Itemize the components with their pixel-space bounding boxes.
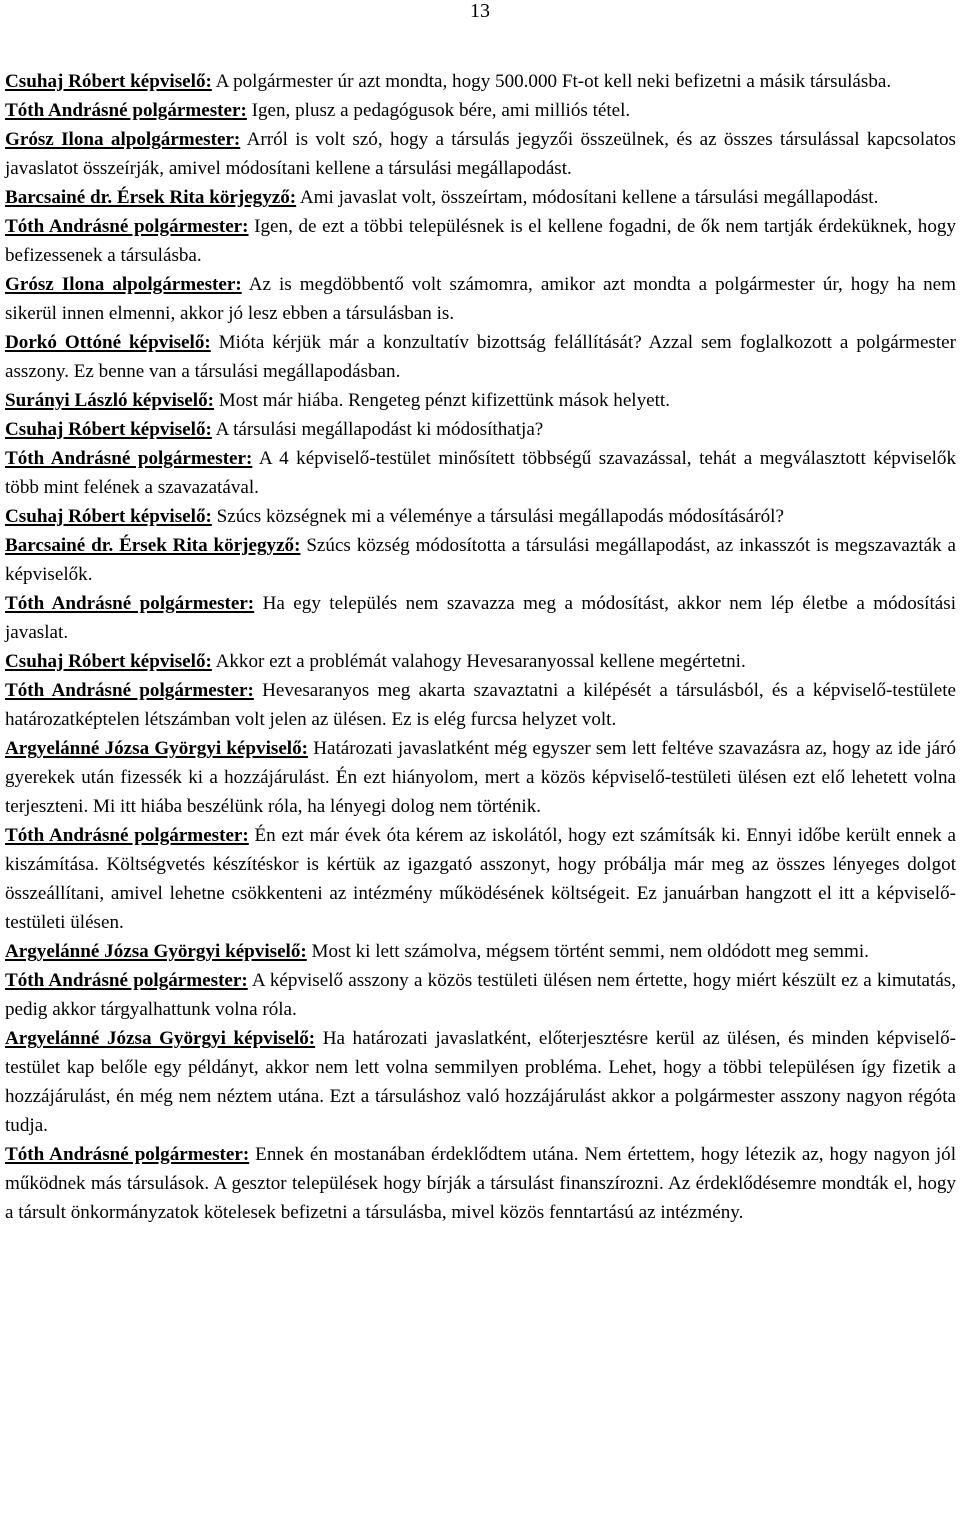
speaker-name: Csuhaj Róbert képviselő: [5,419,212,440]
speaker-name: Tóth Andrásné polgármester: [5,1144,250,1165]
statement-text: A társulási megállapodást ki módosíthatja? [211,419,544,440]
paragraph [5,647,956,676]
statement-text: Ami javaslat volt, összeírtam, módosítani kellene a társulási megállapodást. [296,187,879,208]
paragraph [5,415,956,444]
statement-text: A 4 képviselő-testület minősített többségű szavazással, tehát a megválasztott képviselők több mint felének a szavazatával. [5,448,956,498]
paragraph [5,96,956,125]
statement-text: Az is megdöbbentő volt számomra, amikor azt mondta a polgármester úr, hogy ha nem sikerül innen elmenni, akkor jó lesz ebben a társulásban is. [5,274,956,324]
statement-text: Mióta kérjük már a konzultatív bizottság felállítását? Azzal sem foglalkozott a polgármester asszony. Ez benne van a társulási megállapodásban. [5,332,956,382]
statement-text: Szúcs község módosította a társulási megállapodást, az inkasszót is megszavazták a képviselők. [5,535,957,585]
paragraph [5,502,956,531]
statement-text: Arról is volt szó, hogy a társulás jegyzői összeülnek, és az összes társulással kapcsolatos javaslatot összeírják, amivel módosítani kellene a társulási megállapodást. [5,129,956,179]
statement-text: Igen, de ezt a többi településnek is el kellene fogadni, de ők nem tartják érdeküknek, hogy befizessenek a társulásba. [5,216,956,266]
paragraph [5,937,956,966]
speaker-name: Argyelánné Józsa Györgyi képviselő: [5,738,309,759]
speaker-name: Tóth Andrásné polgármester: [5,680,254,701]
speaker-name: Tóth Andrásné polgármester: [5,593,255,614]
speaker-name: Tóth Andrásné polgármester: [5,825,249,846]
speaker-name: Argyelánné Józsa Györgyi képviselő: [5,941,307,962]
minutes-text [5,67,956,1227]
speaker-name: Csuhaj Róbert képviselő: [5,651,212,672]
paragraph [5,125,956,183]
speaker-name: Tóth Andrásné polgármester: [5,970,248,991]
statement-text: Határozati javaslatként még egyszer sem lett feltéve szavazásra az, hogy az ide járó gyerekek után fizessék ki a hozzájárulást. Én ezt hiányolom, mert a közös képviselő-testületi ülésen ezt elő lehetett volna terjeszteni. Mi itt hiába beszélünk róla, ha lényegi dolog nem történik. [5,738,956,817]
statement-text: Igen, plusz a pedagógusok bére, ami milliós tétel. [246,100,631,121]
speaker-name: Grósz Ilona alpolgármester: [5,129,241,150]
statement-text: Ha egy település nem szavazza meg a módosítást, akkor nem lép életbe a módosítási javaslat. [5,593,956,643]
paragraph [5,1024,956,1140]
statement-text: Hevesaranyos meg akarta szavaztatni a kilépését a társulásból, és a képviselő-testülete határozatképtelen létszámban volt jelen az ülésen. Ez is elég furcsa helyzet volt. [5,680,956,730]
speaker-name: Surányi László képviselő: [5,390,214,411]
speaker-name: Csuhaj Róbert képviselő: [5,71,212,92]
statement-text: Ha határozati javaslatként, előterjesztésre kerül az ülésen, és minden képviselő-testület kap belőle egy példányt, akkor nem lett volna semmilyen probléma. Lehet, hogy a többi településen így fizetik a hozzájárulást, én még nem néztem utána. Ezt a társuláshoz való hozzájárulást akkor a polgármester asszony nagyon régóta tudja. [5,1028,956,1136]
page-number: 13 [470,0,490,22]
speaker-name: Grósz Ilona alpolgármester: [5,274,242,295]
paragraph [5,67,956,96]
statement-text: Akkor ezt a problémát valahogy Hevesaranyossal kellene megértetni. [211,651,746,672]
statement-text: A képviselő asszony a közös testületi ülésen nem értette, hogy miért készült ez a kimutatás, pedig akkor tárgyalhattunk volna róla. [5,970,956,1020]
statement-text: Most ki lett számolva, mégsem történt semmi, nem oldódott meg semmi. [306,941,869,962]
paragraph [5,589,956,647]
speaker-name: Argyelánné Józsa Györgyi képviselő: [5,1028,316,1049]
statement-text: Most már hiába. Rengeteg pénzt kifizettünk mások helyett. [214,390,671,411]
speaker-name: Barcsainé dr. Érsek Rita körjegyző: [5,535,301,556]
speaker-name: Csuhaj Róbert képviselő: [5,506,212,527]
paragraph [5,328,956,386]
statement-text: Én ezt már évek óta kérem az iskolától, hogy ezt számítsák ki. Ennyi időbe került ennek a kiszámítása. Költségvetés készítéskor is kértük az igazgató asszonyt, hogy próbálja már meg az összes lényeges dolgot összeállítani, amivel lehetne csökkenteni az intézmény működésének költségeit. Ez januárban hangzott el itt a képviselő-testületi ülésen. [5,825,957,933]
paragraph [5,676,956,734]
paragraph [5,821,956,937]
speaker-name: Tóth Andrásné polgármester: [5,448,253,469]
speaker-name: Tóth Andrásné polgármester: [5,216,249,237]
statement-text: Ennek én mostanában érdeklődtem utána. Nem értettem, hogy létezik az, hogy nagyon jól működnek más társulások. A gesztor települések hogy bírják a társulást finanszírozni. Az érdeklődésemre mondták el, hogy a társult önkormányzatok kötelesek befizetni a társulásba, mivel közös fenntartású az intézmény. [5,1144,956,1223]
paragraph [5,734,956,821]
paragraph [5,531,956,589]
paragraph [5,183,956,212]
paragraph [5,386,956,415]
speaker-name: Barcsainé dr. Érsek Rita körjegyző: [5,187,297,208]
paragraph [5,966,956,1024]
paragraph [5,212,956,270]
paragraph [5,270,956,328]
statement-text: Szúcs községnek mi a véleménye a társulási megállapodás módosításáról? [211,506,784,527]
speaker-name: Dorkó Ottóné képviselő: [5,332,211,353]
paragraph [5,1140,956,1227]
statement-text: A polgármester úr azt mondta, hogy 500.000 Ft-ot kell neki befizetni a másik társulásba. [211,71,892,92]
speaker-name: Tóth Andrásné polgármester: [5,100,247,121]
paragraph [5,444,956,502]
